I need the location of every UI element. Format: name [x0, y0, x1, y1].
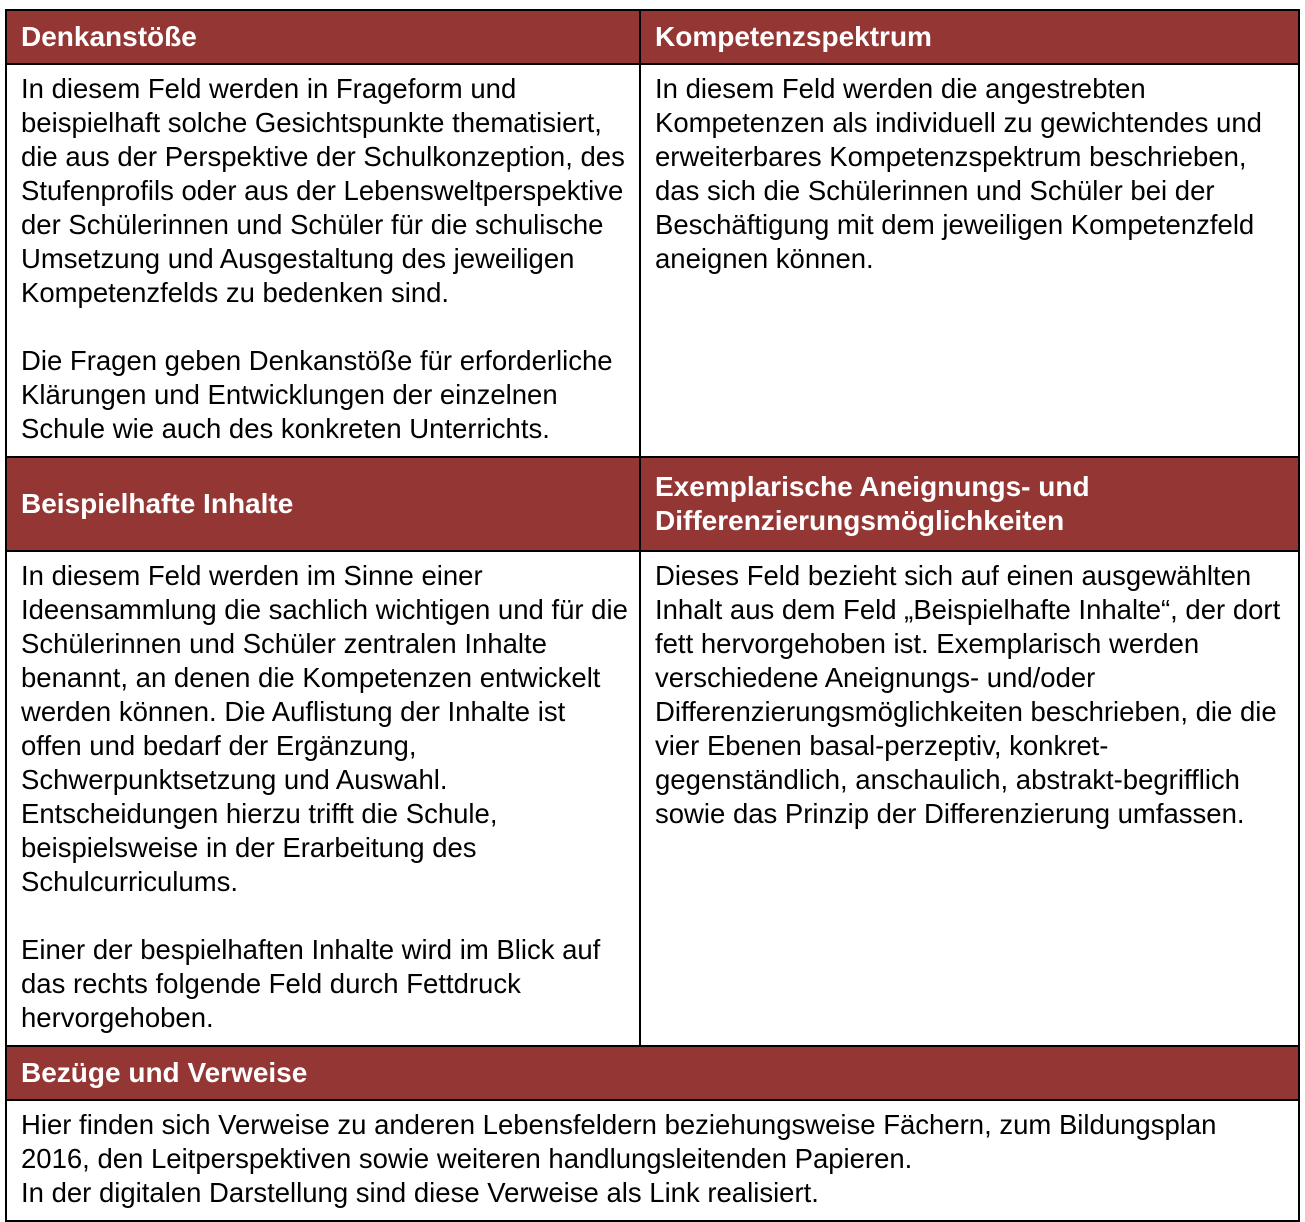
- bezuege-line-2: In der digitalen Darstellung sind diese Verweise als Link realisiert.: [21, 1177, 819, 1208]
- bezuege-line-1: Hier finden sich Verweise zu anderen Lebensfeldern beziehungsweise Fächern, zum Bildungsplan 2016, den Leitperspektiven sowie weiteren handlungsleitenden Papieren.: [21, 1109, 1217, 1174]
- exemplarische-paragraph-1: Dieses Feld bezieht sich auf einen ausgewählten Inhalt aus dem Feld „Beispielhafte Inhalte“, der dort fett hervorgehoben ist. Exemplarisch werden verschiedene Aneignungs- und/oder Differenzierungsmöglichkeiten beschrieben, die die vier Ebenen basal-perzeptiv, konkret-gegenständlich, anschaulich, abstrakt-begrifflich sowie das Prinzip der Differenzierung umfassen.: [655, 560, 1281, 829]
- kompetenzspektrum-paragraph-1: In diesem Feld werden die angestrebten Kompetenzen als individuell zu gewichtendes und erweiterbares Kompetenzspektrum beschrieben, das sich die Schülerinnen und Schüler bei der Beschäftigung mit dem jeweiligen Kompetenzfeld aneignen können.: [655, 73, 1262, 274]
- content-row-2: [6, 551, 1299, 1046]
- header-exemplarische: Exemplarische Aneignungs- und Differenzierungsmöglichkeiten: [640, 457, 1299, 551]
- cell-kompetenzspektrum: [640, 64, 1299, 457]
- header-beispielhafte-inhalte: Beispielhafte Inhalte: [6, 457, 640, 551]
- header-row-1: [6, 10, 1299, 64]
- header-kompetenzspektrum: Kompetenzspektrum: [640, 10, 1299, 64]
- header-row-3: [6, 1046, 1299, 1100]
- cell-denkanstoesse: [6, 64, 640, 457]
- header-denkanstoesse: Denkanstöße: [6, 10, 640, 64]
- cell-exemplarische: [640, 551, 1299, 1046]
- beispielhafte-inhalte-paragraph-2: Einer der bespielhaften Inhalte wird im Blick auf das rechts folgende Feld durch Fettdruck hervorgehoben.: [21, 934, 601, 1033]
- denkanstoesse-paragraph-2: Die Fragen geben Denkanstöße für erforderliche Klärungen und Entwicklungen der einzelnen Schule wie auch des konkreten Unterrichts.: [21, 345, 613, 444]
- content-row-3: [6, 1100, 1299, 1221]
- content-row-1: [6, 64, 1299, 457]
- beispielhafte-inhalte-paragraph-1: In diesem Feld werden im Sinne einer Ideensammlung die sachlich wichtigen und für die Schülerinnen und Schüler zentralen Inhalte benannt, an denen die Kompetenzen entwickelt werden können. Die Auflistung der Inhalte ist offen und bedarf der Ergänzung, Schwerpunktsetzung und Auswahl. Entscheidungen hierzu trifft die Schule, beispielsweise in der Erarbeitung des Schulcurriculums.: [21, 560, 628, 897]
- cell-bezuege-und-verweise: [6, 1100, 1299, 1221]
- cell-beispielhafte-inhalte: [6, 551, 640, 1046]
- header-bezuege-und-verweise: Bezüge und Verweise: [6, 1046, 1299, 1100]
- legend-table: [5, 9, 1300, 1222]
- header-row-2: [6, 457, 1299, 551]
- denkanstoesse-paragraph-1: In diesem Feld werden in Frageform und beispielhaft solche Gesichtspunkte thematisiert, die aus der Perspektive der Schulkonzeption, des Stufenprofils oder aus der Lebensweltperspektive der Schülerinnen und Schüler für die schulische Umsetzung und Ausgestaltung des jeweiligen Kompetenzfelds zu bedenken sind.: [21, 73, 625, 308]
